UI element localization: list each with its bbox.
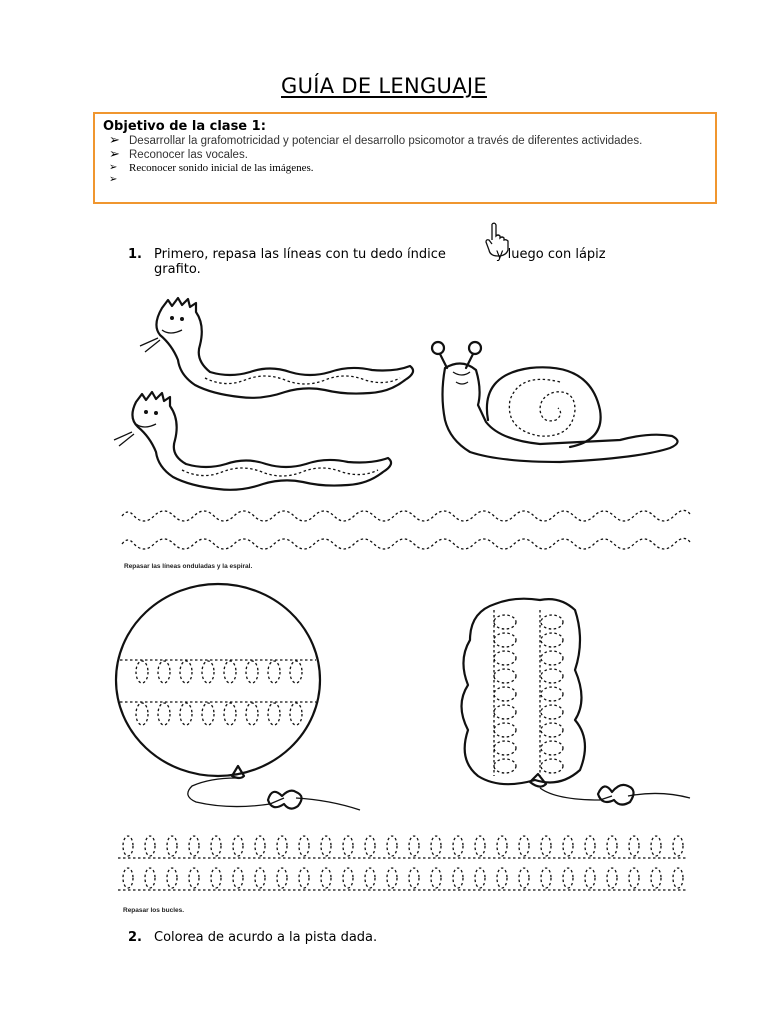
hand-pointer-icon xyxy=(486,223,508,256)
round-balloon-drawing xyxy=(116,584,360,810)
arrow-bullet-icon: ➢ xyxy=(109,162,118,173)
page-title: GUÍA DE LENGUAJE xyxy=(281,74,487,98)
instruction-number: 1. xyxy=(128,247,142,262)
cloud-balloon-drawing xyxy=(462,599,691,805)
caption-loops: Repasar los bucles. xyxy=(123,907,185,914)
instruction-number: 2. xyxy=(128,930,142,945)
arrow-bullet-icon: ➢ xyxy=(109,133,120,148)
loop-dashed-rows xyxy=(118,836,688,890)
instruction-text: y luego con lápiz xyxy=(495,247,606,262)
wavy-dashed-lines xyxy=(122,510,690,549)
instruction-text: grafito. xyxy=(154,262,201,277)
worm-drawing xyxy=(114,392,391,490)
instruction-text: Colorea de acurdo a la pista dada. xyxy=(154,930,378,945)
objective-item: ➢ Desarrollar la grafomotricidad y potenciar el desarrollo psicomotor a través de diferentes actividades. xyxy=(103,135,709,147)
worm-drawing xyxy=(140,298,413,398)
arrow-bullet-icon: ➢ xyxy=(109,147,120,162)
objective-title: Objetivo de la clase 1: xyxy=(103,119,266,134)
objective-item: ➢ Reconocer las vocales. xyxy=(103,149,709,161)
arrow-bullet-icon: ➢ xyxy=(109,174,118,185)
objective-item: ➢ Reconocer sonido inicial de las imágenes. xyxy=(103,162,709,174)
snail-drawing xyxy=(432,342,678,462)
caption-waves: Repasar las líneas onduladas y la espiral. xyxy=(124,563,253,570)
instruction-text: Primero, repasa las líneas con tu dedo índice xyxy=(154,247,446,262)
